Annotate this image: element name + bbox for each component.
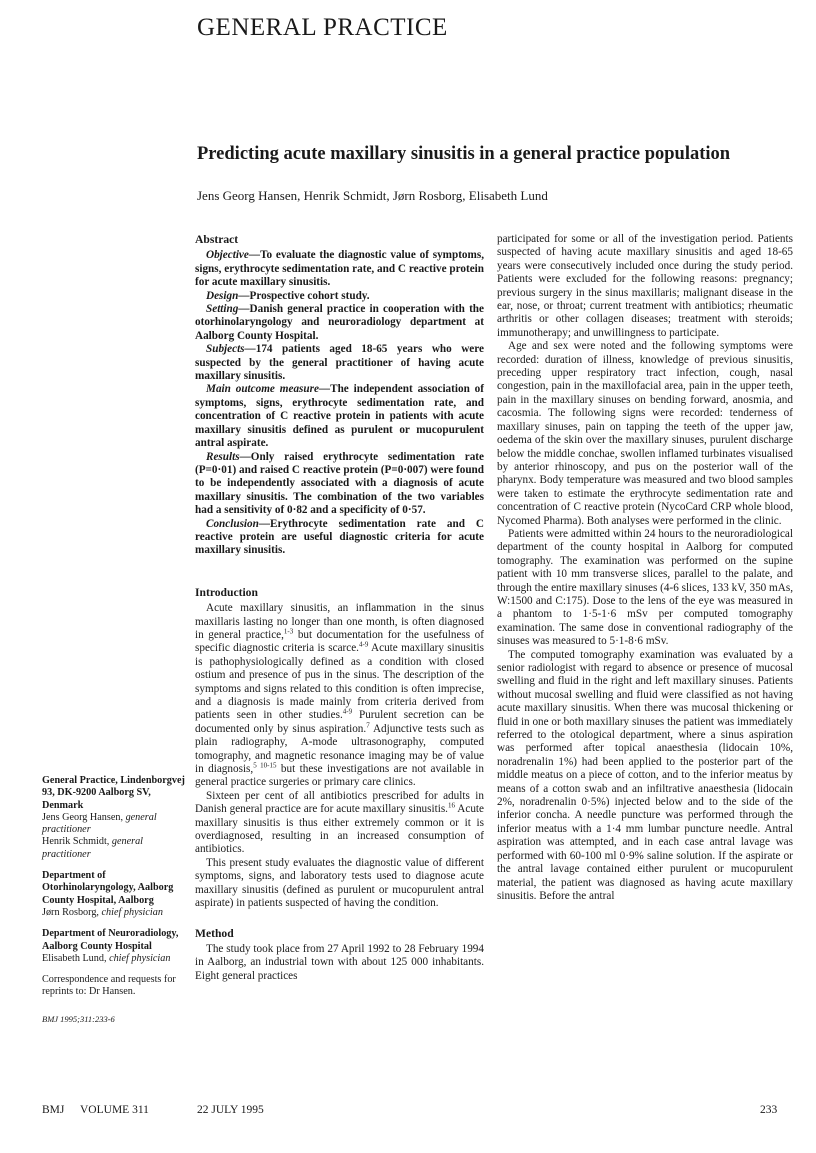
affiliation-name: Department of Neuroradiology, Aalborg County Hospital bbox=[42, 928, 179, 952]
method-paragraph: Age and sex were noted and the following symptoms were recorded: duration of illness, knowledge of previous sinusitis, preceding upper respiratory tract infection, cough, nasal congestion, pain in the maxillofacial area, pain in the upper teeth, pain in the maxillary sinuses on bending forward, anosmia, and cacosmia. The following signs were recorded: tenderness of maxillary sinuses, pain on tapping the teeth of the upper jaw, oedema of the skin over the maxillary sinuses, purulent discharge below the middle conchae, swollen inflamed turbinates visualised by anterior rhinoscopy, and pus on the posterior wall of the pharynx. Body temperature was measured and two blood samples were taken to estimate the erythrocyte sedimentation rate and concentration of C reactive protein (NycoCard CRP whole blood, Nycomed Pharma). Both analyses were performed in the clinic. bbox=[497, 340, 793, 527]
abstract-label: Objective— bbox=[206, 249, 261, 262]
affiliation-block bbox=[42, 928, 190, 965]
person-role: chief physician bbox=[106, 952, 171, 964]
reference: 4-9 bbox=[358, 640, 369, 649]
footer-journal: BMJ bbox=[42, 1104, 65, 1116]
abstract-label: Main outcome measure— bbox=[206, 383, 331, 396]
abstract-results bbox=[195, 451, 484, 518]
section-title: GENERAL PRACTICE bbox=[197, 14, 448, 41]
reference: 1-3 bbox=[283, 627, 294, 636]
reference: 5 10-15 bbox=[253, 761, 277, 770]
affiliation-block bbox=[42, 870, 190, 919]
article-title: Predicting acute maxillary sinusitis in a general practice population bbox=[197, 144, 731, 164]
affiliations-sidebar bbox=[42, 775, 190, 1025]
left-text-column bbox=[195, 233, 484, 983]
person-role: general practitioner bbox=[42, 811, 157, 836]
author-list: Jens Georg Hansen, Henrik Schmidt, Jørn Rosborg, Elisabeth Lund bbox=[197, 188, 548, 203]
footer-volume: VOLUME 311 bbox=[80, 1104, 149, 1116]
abstract-label: Setting— bbox=[206, 303, 250, 316]
method-heading: Method bbox=[195, 926, 234, 940]
abstract-conclusion bbox=[195, 518, 484, 558]
reference: 16 bbox=[447, 801, 455, 810]
reference: 4-9 bbox=[342, 707, 353, 716]
introduction-paragraph: Sixteen per cent of all antibiotics prescribed for adults in Danish general practice are for acute maxillary sinusitis.$^{16}$ Acute maxillary sinusitis is thus either extremely common or it is overdiagnosed, resulting in an increased consumption of antibiotics. bbox=[195, 789, 484, 856]
person-name: Jens Georg Hansen, bbox=[42, 811, 124, 823]
introduction-paragraph: This present study evaluates the diagnostic value of different symptoms, signs, and laboratory tests used to diagnose acute maxillary sinusitis (defined as purulent or mucopurulent antral aspirate) in patients suspected of having the condition. bbox=[195, 856, 484, 910]
citation: BMJ 1995;311:233-6 bbox=[42, 1013, 115, 1024]
page-number: 233 bbox=[760, 1104, 778, 1116]
method-paragraph: The computed tomography examination was evaluated by a senior radiologist with regard to absence or presence of mucosal swelling and fluid in the right and left maxillary sinuses. Patients without mucosal swelling and fluid were classified as not having acute maxillary sinusitis. When there was mucosal thickening or fluid in one or both maxillary sinuses the patient was immediately referred to the otological department, where a sinus aspiration was performed after topical anaesthesia (lidocain 10%, noradrenalin 1%) had been applied to the posterior part of the middle meatus on a piece of cotton, and to the inferior meatus by means of a cotton swab and an infiltrative anaesthesia (lidocain 2%, noradrenalin 0·5%) injected below and to the side of the inferior concha. A needle puncture was performed through the inferior meatus with a 1·4 mm lumbar puncture needle. Antral aspiration was attempted, and in each case antral lavage was performed with 60-100 ml 0·9% saline solution. If the aspirate or the antral lavage contained either purulent or mucopurulent material, the patient was diagnosed as having acute maxillary sinusitis. Before the antral bbox=[497, 648, 793, 902]
abstract-text: To evaluate the diagnostic value of symptoms, signs, erythrocyte sedimentation rate, and C reactive protein for acute maxillary sinusitis. bbox=[195, 249, 484, 289]
affiliation-name: Department of Otorhinolaryngology, Aalborg County Hospital, Aalborg bbox=[42, 870, 174, 906]
affiliation-name: General Practice, Lindenborgvej 93, DK-9200 Aalborg SV, Denmark bbox=[42, 775, 185, 811]
method-paragraph: participated for some or all of the investigation period. Patients suspected of having acute maxillary sinusitis and aged 18-65 years were consecutively included once during the study period. Patients were excluded for the following reasons: pregnancy; previous surgery in the sinus maxillaris; malignant disease in the ear, nose, or throat; current treatment with antibiotics; rheumatic arthritis or other collagen diseases; treatment with steroids; immunotherapy; and unwillingness to participate. bbox=[497, 233, 793, 339]
person-name: Elisabeth Lund, bbox=[42, 952, 107, 964]
affiliation-block bbox=[42, 775, 190, 861]
person-name: Jørn Rosborg, bbox=[42, 906, 99, 918]
abstract-text: 174 patients aged 18-65 years who were suspected by the general practitioner of having acute maxillary sinusitis. bbox=[195, 343, 484, 383]
person-role: chief physician bbox=[98, 906, 163, 918]
abstract-design bbox=[195, 290, 484, 303]
reference: 7 bbox=[366, 721, 370, 730]
abstract-label: Subjects— bbox=[206, 343, 256, 356]
abstract-setting bbox=[195, 303, 484, 343]
abstract-label: Design— bbox=[206, 289, 250, 302]
correspondence-note: Correspondence and requests for reprints to: Dr Hansen. bbox=[42, 974, 176, 998]
introduction-heading: Introduction bbox=[195, 585, 258, 599]
abstract-outcome bbox=[195, 383, 484, 450]
method-paragraph: The study took place from 27 April 1992 to 28 February 1994 in Aalborg, an industrial town with about 125 000 inhabitants. Eight general practices bbox=[195, 942, 484, 982]
right-text-column bbox=[497, 233, 793, 903]
abstract-text: Prospective cohort study. bbox=[249, 289, 370, 302]
abstract-label: Conclusion— bbox=[206, 517, 271, 530]
abstract-text: Danish general practice in cooperation with the otorhinolaryngology and neuroradiology department at Aalborg County Hospital. bbox=[195, 303, 484, 342]
abstract-subjects bbox=[195, 343, 484, 383]
abstract-text: Only raised erythrocyte sedimentation rate (P=0·01) and raised C reactive protein (P=0·007) were found to be independently associated with a diagnosis of acute maxillary sinusitis. The combination of the two variables had a sensitivity of 0·82 and a specificity of 0·57. bbox=[195, 450, 484, 517]
footer-date: 22 JULY 1995 bbox=[197, 1104, 264, 1116]
abstract-label: Results— bbox=[206, 450, 251, 463]
abstract-text: The independent association of symptoms, signs, erythrocyte sedimentation rate, and concentration of C reactive protein in patients with acute maxillary sinusitis defined as purulent or mucopurulent antral aspirate. bbox=[195, 383, 484, 450]
method-paragraph: Patients were admitted within 24 hours to the neuroradiological department of the county hospital in Aalborg for computed tomography. The examination was performed on the supine patient with 10 mm transverse slices, parallel to the palate, and through the entire maxillary sinuses (4-6 slices, 133 kV, 350 mAs, W:1500 and C:175). Dose to the lens of the eye was measured in a phantom to 1·5-1·6 mSv per computed tomography examination. The same dose in conventional radiography of the sinuses was measured to 5·1-8·6 mSv. bbox=[497, 527, 793, 648]
abstract-text: Erythrocyte sedimentation rate and C reactive protein are useful diagnostic criteria for acute maxillary sinusitis. bbox=[195, 517, 484, 557]
abstract-objective bbox=[195, 249, 484, 289]
abstract-heading: Abstract bbox=[195, 233, 239, 246]
abstract bbox=[195, 233, 484, 558]
introduction-paragraph: Acute maxillary sinusitis, an inflammation in the sinus maxillaris lasting no longer than one month, is often diagnosed in general practice,$^{1-3}$ but documentation for the usefulness of specific diagnostic criteria is scarce.$^{4-9}$ Acute maxillary sinusitis is pathophysiologically defined as a condition with closed ostium and presence of pus in the sinus. The description of the symptoms and signs related to this condition is often imprecise, and a diagnosis is made mainly from criteria derived from patients seen in other studies.$^{4-9}$ Purulent secretion can be documented only by sinus aspiration.$^7$ Adjunctive tests such as plain radiography, A-mode ultrasonography, computed tomography, and magnetic resonance imaging may be of value in diagnosis,$^{5 10-15}$ but these investigations are not available in general practice surgeries or primary care clinics. bbox=[195, 602, 485, 789]
person-role: general practitioner bbox=[42, 836, 144, 860]
person-name: Henrik Schmidt, bbox=[42, 836, 110, 848]
